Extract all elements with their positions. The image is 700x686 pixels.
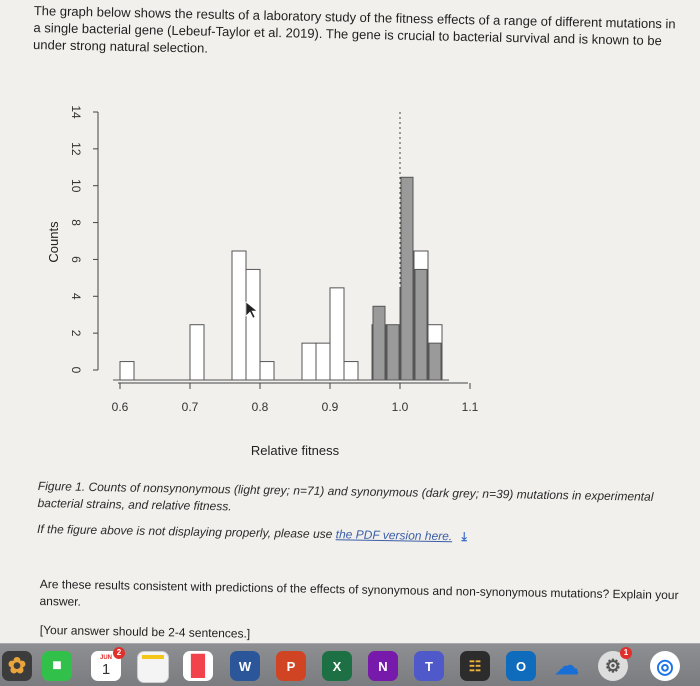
- onenote-icon[interactable]: [368, 651, 398, 681]
- y-tick-label: 10: [69, 179, 83, 193]
- synonymous-bar: [415, 269, 427, 380]
- macos-dock: [0, 643, 700, 686]
- nonsynonymous-bar: [190, 325, 204, 380]
- news-icon[interactable]: █: [183, 651, 213, 681]
- powerpoint-icon[interactable]: [276, 651, 306, 681]
- teams-letter: T: [425, 658, 433, 674]
- question-text: Are these results consistent with predictions of the effects of synonymous and non-synonymous mutations? Explain your answer.: [39, 576, 679, 609]
- outlook-letter: O: [515, 658, 527, 674]
- word-letter: W: [238, 658, 252, 674]
- figure-caption: Figure 1. Counts of nonsynonymous (light grey; n=71) and synonymous (dark grey; n=39) mutations in experimental bacterial strains, and relative fitness.: [37, 478, 654, 514]
- y-tick-label: 0: [69, 366, 83, 374]
- settings-icon[interactable]: ⚙ 1: [598, 651, 628, 681]
- x-tick-label: 1.1: [461, 400, 479, 414]
- nonsynonymous-bar: [344, 362, 358, 380]
- x-axis-label: Relative fitness: [250, 443, 340, 458]
- calendar-badge: 2: [113, 647, 125, 659]
- excel-icon[interactable]: [322, 651, 352, 681]
- pdf-notice-text: If the figure above is not displaying properly, please use: [36, 521, 333, 542]
- excel-letter: X: [332, 658, 342, 674]
- x-tick-label: 1.0: [391, 400, 409, 414]
- word-icon[interactable]: [230, 651, 260, 681]
- calendar-month: JUN: [99, 654, 112, 661]
- intro-paragraph: The graph below shows the results of a laboratory study of the fitness effects of a range of different mutations in a single bacterial gene (Lebeuf-Taylor et al. 2019). The gene is crucial to bacterial survival and is known to be under strong natural selection.: [32, 2, 676, 56]
- question-block: [39, 576, 679, 621]
- figure-caption-block: [37, 478, 678, 549]
- nonsynonymous-bar: [316, 343, 330, 380]
- synonymous-bar: [429, 343, 441, 380]
- synonymous-bar: [373, 306, 385, 380]
- nonsynonymous-bar: [120, 362, 134, 380]
- onedrive-icon[interactable]: ☁: [555, 652, 579, 680]
- nonsynonymous-bar: [260, 362, 274, 380]
- calendar-icon[interactable]: [91, 648, 122, 681]
- launchpad-icon[interactable]: ☷: [460, 651, 490, 681]
- y-tick-label: 14: [69, 105, 83, 119]
- notes-icon[interactable]: [137, 651, 169, 683]
- y-tick-label: 12: [69, 142, 83, 156]
- chrome-icon[interactable]: ◎: [650, 651, 680, 681]
- y-tick-label: 4: [69, 292, 83, 300]
- download-icon[interactable]: ⤓: [461, 529, 467, 544]
- y-axis-label: Counts: [46, 221, 61, 263]
- nonsynonymous-bar: [232, 251, 246, 380]
- answer-length-hint: [Your answer should be 2-4 sentences.]: [39, 623, 251, 641]
- pdf-version-link[interactable]: the PDF version here.: [335, 527, 453, 544]
- x-tick-label: 0.7: [181, 400, 199, 414]
- x-tick-label: 0.6: [111, 400, 129, 414]
- y-tick-label: 2: [69, 329, 83, 337]
- y-tick-label: 6: [69, 256, 83, 263]
- x-tick-label: 0.9: [321, 400, 339, 414]
- synonymous-bar: [387, 325, 399, 380]
- x-tick-label: 0.8: [251, 400, 269, 414]
- onenote-letter: N: [378, 658, 388, 674]
- teams-icon[interactable]: [414, 651, 444, 681]
- nonsynonymous-bar: [330, 288, 344, 380]
- pdf-notice: [37, 521, 677, 549]
- nonsynonymous-bar: [302, 343, 316, 380]
- synonymous-bar: [401, 177, 413, 380]
- calendar-day: 1: [101, 660, 111, 678]
- outlook-icon[interactable]: [506, 651, 536, 681]
- chrome-badge: 1: [620, 647, 632, 659]
- photos-icon[interactable]: ✿: [2, 651, 32, 681]
- nonsynonymous-bar: [246, 269, 260, 380]
- y-tick-label: 8: [69, 219, 83, 226]
- facetime-icon[interactable]: ■: [42, 651, 72, 681]
- ppt-letter: P: [286, 658, 296, 674]
